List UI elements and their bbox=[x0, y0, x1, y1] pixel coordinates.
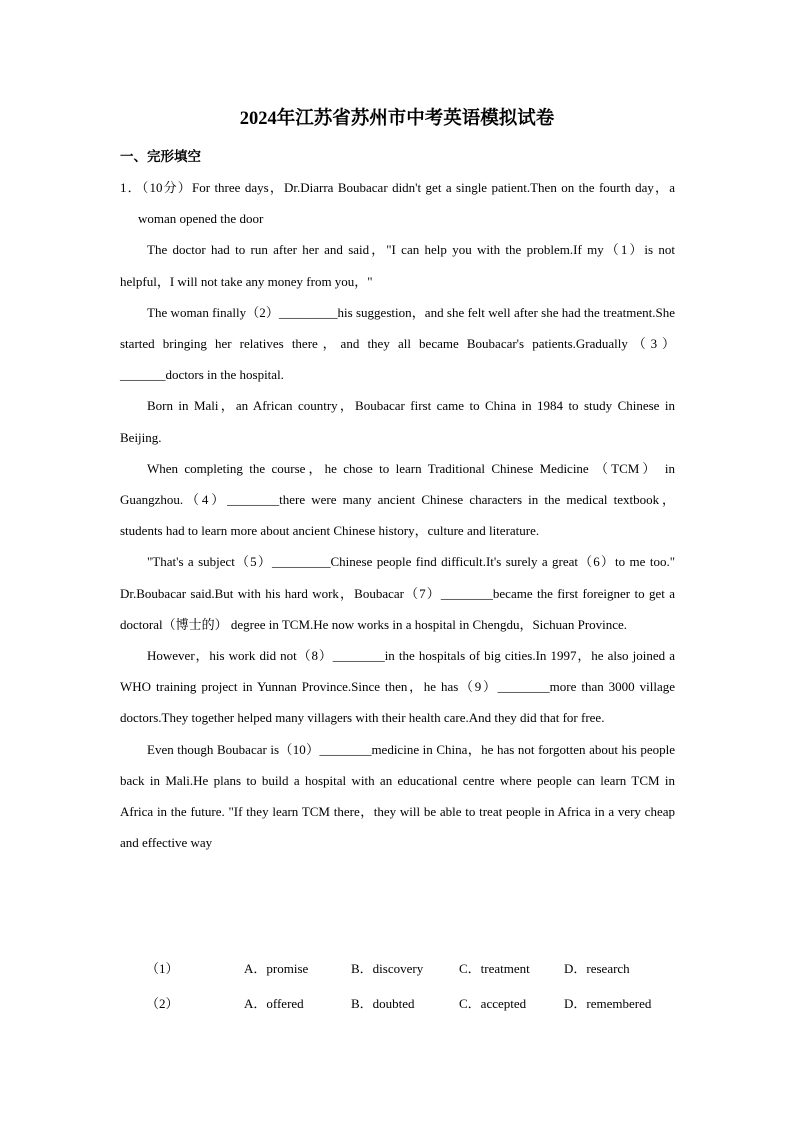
option-c: C．treatment bbox=[459, 961, 530, 976]
paragraph-5: "That's a subject（5）_________Chinese people find difficult.It's surely a great（6）to me too." Dr.Boubacar said.But with his hard work，Boubacar（7）________became the first foreigner to get a doctoral（博士的） degree in TCM.He now works in a hospital in Chengdu，Sichuan Province. bbox=[120, 554, 675, 632]
paragraph-4: When completing the course，he chose to learn Traditional Chinese Medicine （TCM） in Guangzhou.（4）________there were many ancient Chinese characters in the medical textbook，students had to learn more about ancient Chinese history，culture and literature. bbox=[120, 460, 675, 539]
option-d: D．research bbox=[564, 961, 630, 976]
option-d: D．remembered bbox=[564, 996, 652, 1011]
passage bbox=[120, 172, 675, 858]
option-a: A．offered bbox=[244, 996, 304, 1011]
option-b: B．discovery bbox=[351, 961, 424, 976]
option-b: B．doubted bbox=[351, 996, 415, 1011]
paragraph-2: The woman finally（2）_________his suggestion，and she felt well after she had the treatment.She started bringing her relatives there，and they all became Boubacar's patients.Gradually（3）_______doctors in the hospital. bbox=[120, 304, 675, 383]
option-number: （2） bbox=[146, 996, 179, 1011]
paragraph-1: The doctor had to run after her and said，"I can help you with the problem.If my（1）is not helpful，I will not take any money from you，" bbox=[120, 242, 675, 289]
option-a: A．promise bbox=[244, 961, 309, 976]
option-number: （1） bbox=[146, 961, 179, 976]
section-heading: 一、完形填空 bbox=[120, 149, 201, 164]
page-title: 2024年江苏省苏州市中考英语模拟试卷 bbox=[239, 109, 555, 129]
paragraph-6: However，his work did not（8）________in the hospitals of big cities.In 1997，he also joined a WHO training project in Yunnan Province.Since then，he has（9）________more than 3000 village doctors.They together helped many villagers with their health care.And they did that for free. bbox=[120, 648, 675, 726]
question-intro: 1．（10分）For three days，Dr.Diarra Boubacar didn't get a single patient.Then on the fourth day，a woman opened the door bbox=[120, 180, 675, 227]
option-c: C．accepted bbox=[459, 996, 527, 1011]
paragraph-7: Even though Boubacar is（10）________medicine in China，he has not forgotten about his people back in Mali.He plans to build a hospital with an educational centre where people can learn TCM in Africa in the future. "If they learn TCM there，they will be able to treat people in Africa in a very cheap and effective way bbox=[120, 741, 675, 851]
paragraph-3: Born in Mali，an African country，Boubacar first came to China in 1984 to study Chinese in Beijing. bbox=[120, 398, 675, 445]
